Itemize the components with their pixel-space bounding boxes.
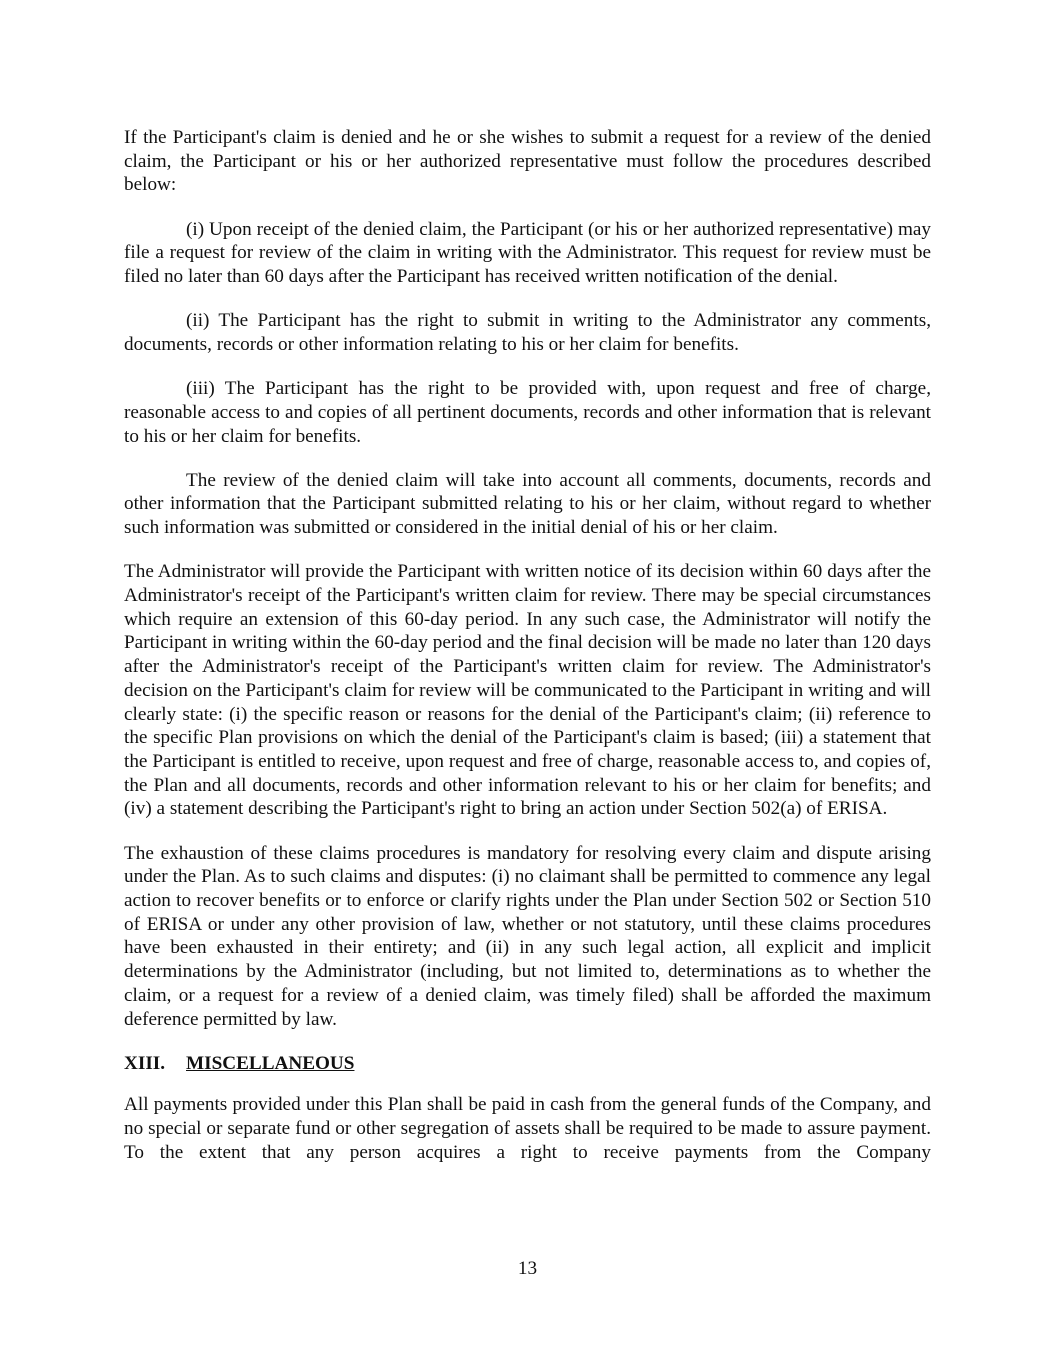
paragraph-intro: If the Participant's claim is denied and he or she wishes to submit a request for a review of the denied claim, the Participant or his or her authorized representative must follow the procedures described below: <box>124 127 931 196</box>
paragraph-miscellaneous: All payments provided under this Plan shall be paid in cash from the general funds of the Company, and no special or separate fund or other segregation of assets shall be required to be made to assure payment. To the extent that any person acquires a right to receive payments from the Company <box>124 1094 931 1163</box>
section-heading <box>124 1052 931 1076</box>
page-number: 13 <box>517 1258 538 1279</box>
paragraph-review: The review of the denied claim will take into account all comments, documents, records and other information that the Participant submitted relating to his or her claim, without regard to whether such information was submitted or considered in the initial denial of his or her claim. <box>124 469 931 539</box>
paragraph-exhaustion: The exhaustion of these claims procedures is mandatory for resolving every claim and dispute arising under the Plan. As to such claims and disputes: (i) no claimant shall be permitted to commence any legal action to recover benefits or to enforce or clarify rights under the Plan under Section 502 or Section 510 of ERISA or under any other provision of law, whether or not statutory, until these claims procedures have been exhausted in their entirety; and (ii) in any such legal action, all explicit and implicit determinations by the Administrator (including, but not limited to, determinations as to whether the claim, or a request for a review of a denied claim, was timely filed) shall be afforded the maximum deference permitted by law. <box>124 842 931 1030</box>
paragraph-decision-notice: The Administrator will provide the Participant with written notice of its decision within 60 days after the Administrator's receipt of the Participant's written claim for review. There may be special circumstances which require an extension of this 60-day period. In any such case, the Administrator will notify the Participant in writing within the 60-day period and the final decision will be made no later than 120 days after the Administrator's receipt of the Participant's written claim for review. The Administrator's decision on the Participant's claim for review will be communicated to the Participant in writing and will clearly state: (i) the specific reason or reasons for the denial of the Participant's claim; (ii) reference to the specific Plan provisions on which the denial of the Participant's claim is based; (iii) a statement that the Participant is entitled to receive, upon request and free of charge, reasonable access to, and copies of, the Plan and all documents, records and other information relevant to his or her claim for benefits; and (iv) a statement describing the Participant's right to bring an action under Section 502(a) of ERISA. <box>124 561 931 820</box>
paragraph-item-i: (i) Upon receipt of the denied claim, the Participant (or his or her authorized representative) may file a request for review of the claim in writing with the Administrator. This request for review must be filed no later than 60 days after the Participant has received written notification of the denial. <box>124 218 931 288</box>
section-title: MISCELLANEOUS <box>186 1052 355 1074</box>
section-number: XIII. <box>124 1052 166 1074</box>
paragraph-item-ii: (ii) The Participant has the right to submit in writing to the Administrator any comments, documents, records or other information relating to his or her claim for benefits. <box>124 310 931 355</box>
paragraph-item-iii: (iii) The Participant has the right to be provided with, upon request and free of charge, reasonable access to and copies of all pertinent documents, records and other information that is relevant to his or her claim for benefits. <box>124 378 931 447</box>
document-page <box>124 126 931 1185</box>
